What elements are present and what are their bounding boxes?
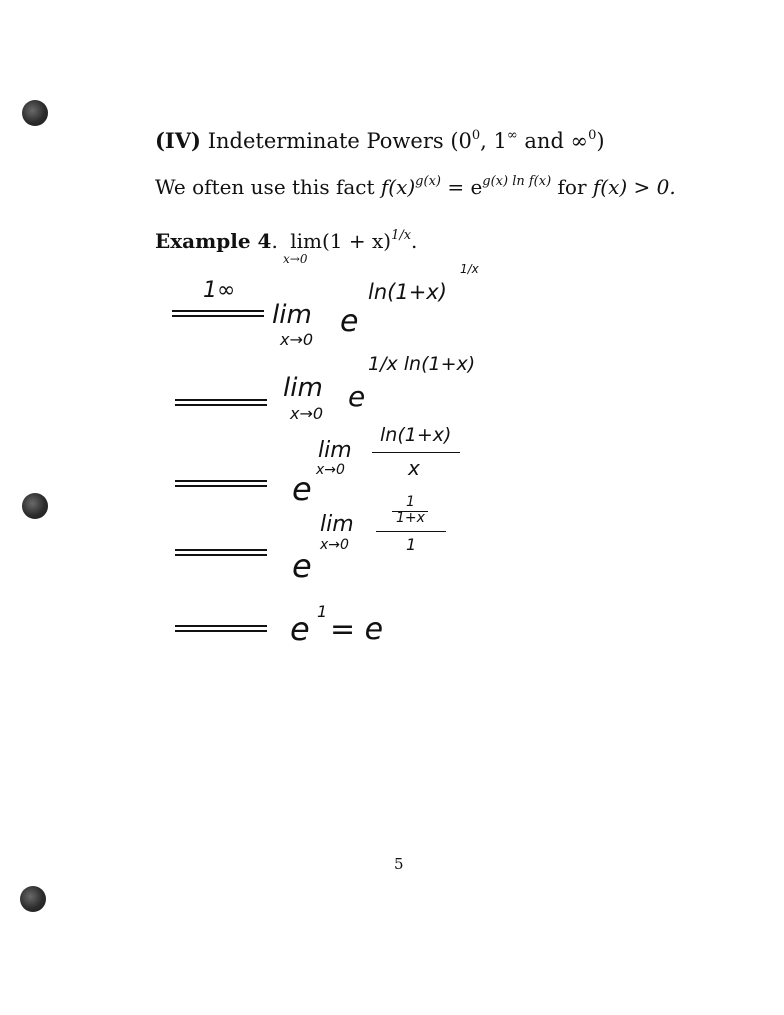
step4-fraction-bar (376, 531, 446, 532)
fact-tail: for (551, 175, 593, 199)
step5-result: = e (330, 612, 384, 647)
example-dot: . (271, 229, 278, 253)
fact-lhs-exponent: g(x) (415, 174, 441, 189)
step4-lim-subscript: x→0 (320, 537, 349, 553)
example-line (155, 229, 417, 253)
step3-denominator: x (408, 456, 420, 480)
section-power-2: ∞ (506, 128, 518, 143)
example-label: Example 4 (155, 229, 272, 253)
step1-over-label: 1∞ (203, 278, 236, 303)
step4-equals (175, 549, 267, 556)
binder-hole-top (22, 100, 48, 126)
fact-rhs-exponent: g(x) ln f(x) (482, 174, 552, 189)
step1-exponent: ln(1+x) (368, 280, 447, 304)
step3-lim-subscript: x→0 (316, 462, 345, 478)
section-close: ) (596, 129, 605, 153)
step5-power: 1 (317, 602, 328, 621)
example-lim: lim (290, 229, 322, 253)
example-lim-subscript: x→0 (283, 252, 308, 266)
fact-lead: We often use this fact (155, 175, 381, 199)
section-label: (IV) (155, 128, 201, 153)
fact-line (155, 175, 676, 199)
binder-hole-bottom (20, 886, 46, 912)
section-power-3: 0 (588, 128, 597, 143)
fact-condition: f(x) > 0. (592, 175, 676, 199)
section-power-1: 0 (471, 128, 481, 143)
step2-lim-subscript: x→0 (290, 404, 324, 423)
step1-equals (172, 310, 264, 317)
section-title: Indeterminate Powers (0 (207, 129, 472, 153)
step5-e: e (290, 610, 310, 648)
step3-e: e (292, 470, 312, 508)
step3-fraction-bar (372, 452, 460, 453)
step1-e: e (340, 304, 359, 339)
binder-hole-middle (22, 493, 48, 519)
step1-lim-subscript: x→0 (280, 330, 314, 349)
section-heading (155, 128, 605, 153)
section-sep-2: and ∞ (517, 129, 589, 153)
fact-lhs: f(x) (380, 175, 416, 199)
example-expression: (1 + x) (321, 229, 392, 253)
step4-numerator-top: 1 (406, 494, 415, 510)
step1-exponent-power: 1/x (460, 262, 479, 276)
step5-equals (175, 625, 267, 632)
step1-lim: lim (272, 300, 312, 330)
example-exponent: 1/x (391, 228, 412, 243)
step4-denominator: 1 (406, 535, 417, 554)
step2-lim: lim (283, 373, 323, 403)
step2-exponent: 1/x ln(1+x) (368, 353, 476, 375)
step2-e: e (348, 380, 366, 413)
step4-e: e (292, 547, 312, 585)
step2-equals (175, 399, 267, 406)
page-number: 5 (394, 855, 404, 873)
step3-equals (175, 480, 267, 487)
section-sep-1: , 1 (480, 129, 507, 153)
step3-numerator: ln(1+x) (380, 424, 452, 446)
step4-numerator-bottom: 1+x (396, 510, 425, 526)
example-end: . (411, 229, 418, 253)
step3-lim: lim (318, 438, 352, 463)
step4-lim: lim (320, 512, 354, 537)
fact-equals: = e (440, 175, 483, 199)
